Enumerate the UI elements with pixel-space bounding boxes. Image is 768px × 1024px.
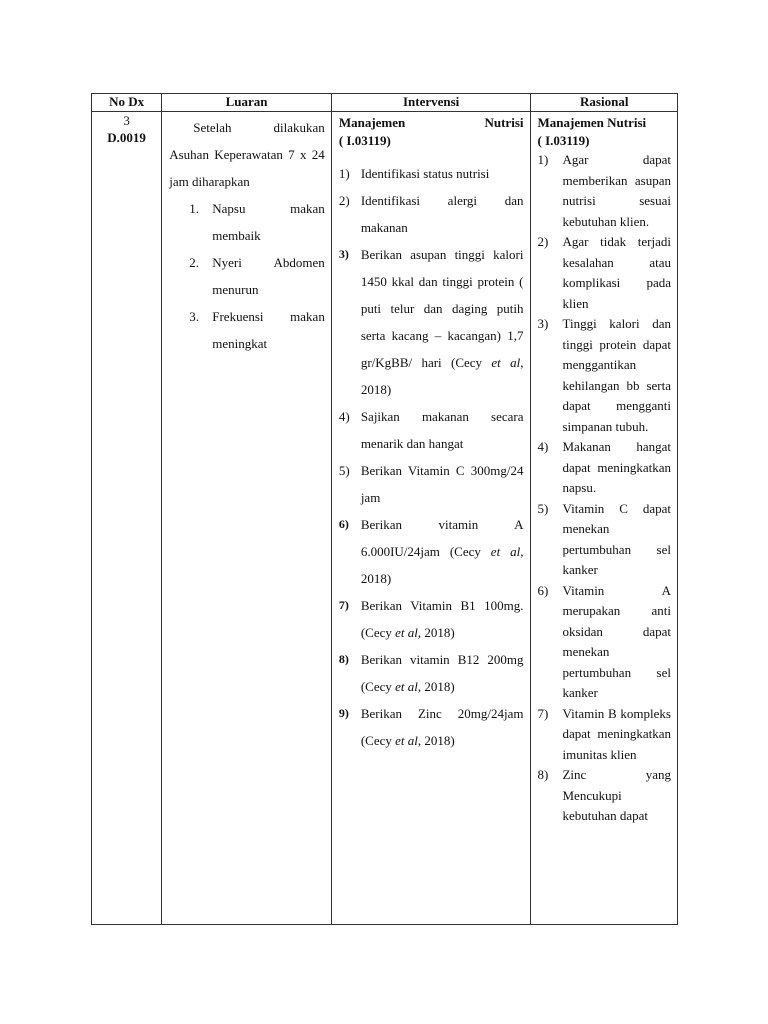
list-item <box>537 437 671 499</box>
rasional-heading-title: Manajemen Nutrisi <box>537 115 647 130</box>
item-number: 4) <box>338 409 350 424</box>
intervensi-heading <box>339 114 524 150</box>
item-text: Vitamin A merupakan anti oksidan dapat menekan pertumbuhan sel kanker <box>562 582 671 700</box>
item-text-main: Berikan asupan tinggi kalori 1450 kkal dan tinggi protein ( puti telur dan daging putih serta kacang – kacangan) 1,7 gr/KgBB/ hari (Cecy <box>360 247 524 370</box>
intervensi-list <box>339 160 524 754</box>
list-item <box>339 592 524 646</box>
item-text: Nyeri Abdomen menurun <box>212 255 325 297</box>
list-item <box>189 303 325 357</box>
item-text: Agar dapat memberikan asupan nutrisi sesuai kebutuhan klien. <box>562 152 671 229</box>
intervensi-cell <box>331 112 531 925</box>
item-number: 2) <box>537 234 549 249</box>
luaran-list <box>169 195 325 357</box>
list-item <box>339 403 524 457</box>
dx-cell <box>92 112 162 925</box>
dx-number: 3 <box>123 113 130 128</box>
item-text: Vitamin C dapat menekan pertumbuhan sel kanker <box>562 500 671 577</box>
item-number: 7) <box>537 705 549 721</box>
item-text-tail: , 2018) <box>417 733 455 748</box>
header-intervensi: Intervensi <box>331 94 531 112</box>
item-text <box>361 700 524 754</box>
item-number: 3. <box>189 309 199 324</box>
item-text-tail: , 2018) <box>417 679 455 694</box>
item-number: 1) <box>338 166 350 181</box>
item-text <box>361 241 524 403</box>
item-text-italic: et al, <box>395 625 422 640</box>
intervensi-heading-title: Manajemen <box>338 115 406 130</box>
item-text <box>361 646 524 700</box>
item-number: 7) <box>338 598 349 612</box>
item-text: Makanan hangat dapat meningkatkan napsu. <box>562 439 671 495</box>
list-item <box>339 511 524 592</box>
list-item <box>537 704 671 766</box>
item-number: 4) <box>537 439 549 454</box>
item-text-main: Berikan vitamin A 6.000IU/24jam (Cecy <box>360 517 524 559</box>
list-item <box>537 150 671 232</box>
list-item <box>339 160 524 187</box>
rasional-cell <box>531 112 678 925</box>
item-text: Sajikan makanan secara menarik dan hangat <box>360 409 524 451</box>
item-number: 1. <box>189 201 199 216</box>
item-number: 1) <box>537 152 549 167</box>
intervensi-heading-word: Nutrisi <box>484 115 524 130</box>
item-text-main: Berikan vitamin B12 200mg (Cecy <box>360 652 524 694</box>
item-number: 3) <box>338 247 349 261</box>
header-no-dx: No Dx <box>92 94 162 112</box>
list-item <box>339 646 524 700</box>
item-number: 2. <box>189 255 199 270</box>
item-text-main: Berikan Zinc 20mg/24jam (Cecy <box>360 706 524 748</box>
list-item <box>189 195 325 249</box>
item-number: 2) <box>338 193 350 208</box>
luaran-cell <box>162 112 332 925</box>
list-item <box>537 765 671 827</box>
item-number: 6) <box>537 582 549 598</box>
header-luaran: Luaran <box>162 94 332 112</box>
item-text-tail: , 2018) <box>360 355 524 397</box>
list-item <box>339 700 524 754</box>
item-text: Agar tidak terjadi kesalahan atau komplikasi pada klien <box>562 234 671 311</box>
item-text-italic: et al <box>491 355 521 370</box>
rasional-heading <box>537 114 671 150</box>
list-item <box>339 241 524 403</box>
item-text: Identifikasi alergi dan makanan <box>360 193 524 235</box>
intervensi-heading-code: ( I.03119) <box>338 133 391 148</box>
list-item <box>339 187 524 241</box>
list-item <box>537 314 671 437</box>
item-text: Identifikasi status nutrisi <box>360 166 490 181</box>
list-item <box>537 581 671 704</box>
nursing-care-plan-table <box>91 93 678 925</box>
item-text-main: Berikan Vitamin B1 100mg. (Cecy <box>360 598 524 640</box>
item-number: 8) <box>338 652 349 666</box>
table-header-row <box>92 94 678 112</box>
rasional-list <box>537 150 671 827</box>
rasional-heading-code: ( I.03119) <box>537 133 590 148</box>
item-text-italic: et al <box>490 544 521 559</box>
list-item <box>189 249 325 303</box>
dx-code: D.0019 <box>107 130 146 145</box>
list-item <box>537 232 671 314</box>
list-item <box>537 499 671 581</box>
item-number: 3) <box>537 316 549 331</box>
item-text: Frekuensi makan meningkat <box>212 309 325 351</box>
item-text: Berikan Vitamin C 300mg/24 jam <box>360 463 524 505</box>
item-text: Tinggi kalori dan tinggi protein dapat menggantikan kehilangan bb serta dapat mengganti simpanan tubuh. <box>562 316 671 434</box>
item-text <box>361 592 524 646</box>
item-text: Napsu makan membaik <box>212 201 325 243</box>
item-number: 9) <box>338 706 349 720</box>
item-number: 8) <box>537 767 549 782</box>
item-number: 5) <box>338 463 350 478</box>
header-rasional: Rasional <box>531 94 678 112</box>
item-number: 6) <box>338 517 349 531</box>
item-text-tail: 2018) <box>421 625 455 640</box>
table-row <box>92 112 678 925</box>
list-item <box>339 457 524 511</box>
item-text-italic: et al <box>395 733 418 748</box>
luaran-intro: Setelah dilakukan Asuhan Keperawatan 7 x 24 jam diharapkan <box>169 120 325 189</box>
item-text-italic: et al <box>395 679 418 694</box>
item-text: Vitamin B kompleks dapat meningkatkan imunitas klien <box>562 705 671 762</box>
item-text: Zinc yang Mencukupi kebutuhan dapat <box>562 767 671 823</box>
item-text <box>361 511 524 592</box>
item-number: 5) <box>537 500 549 516</box>
item-text-tail: , 2018) <box>360 544 524 586</box>
